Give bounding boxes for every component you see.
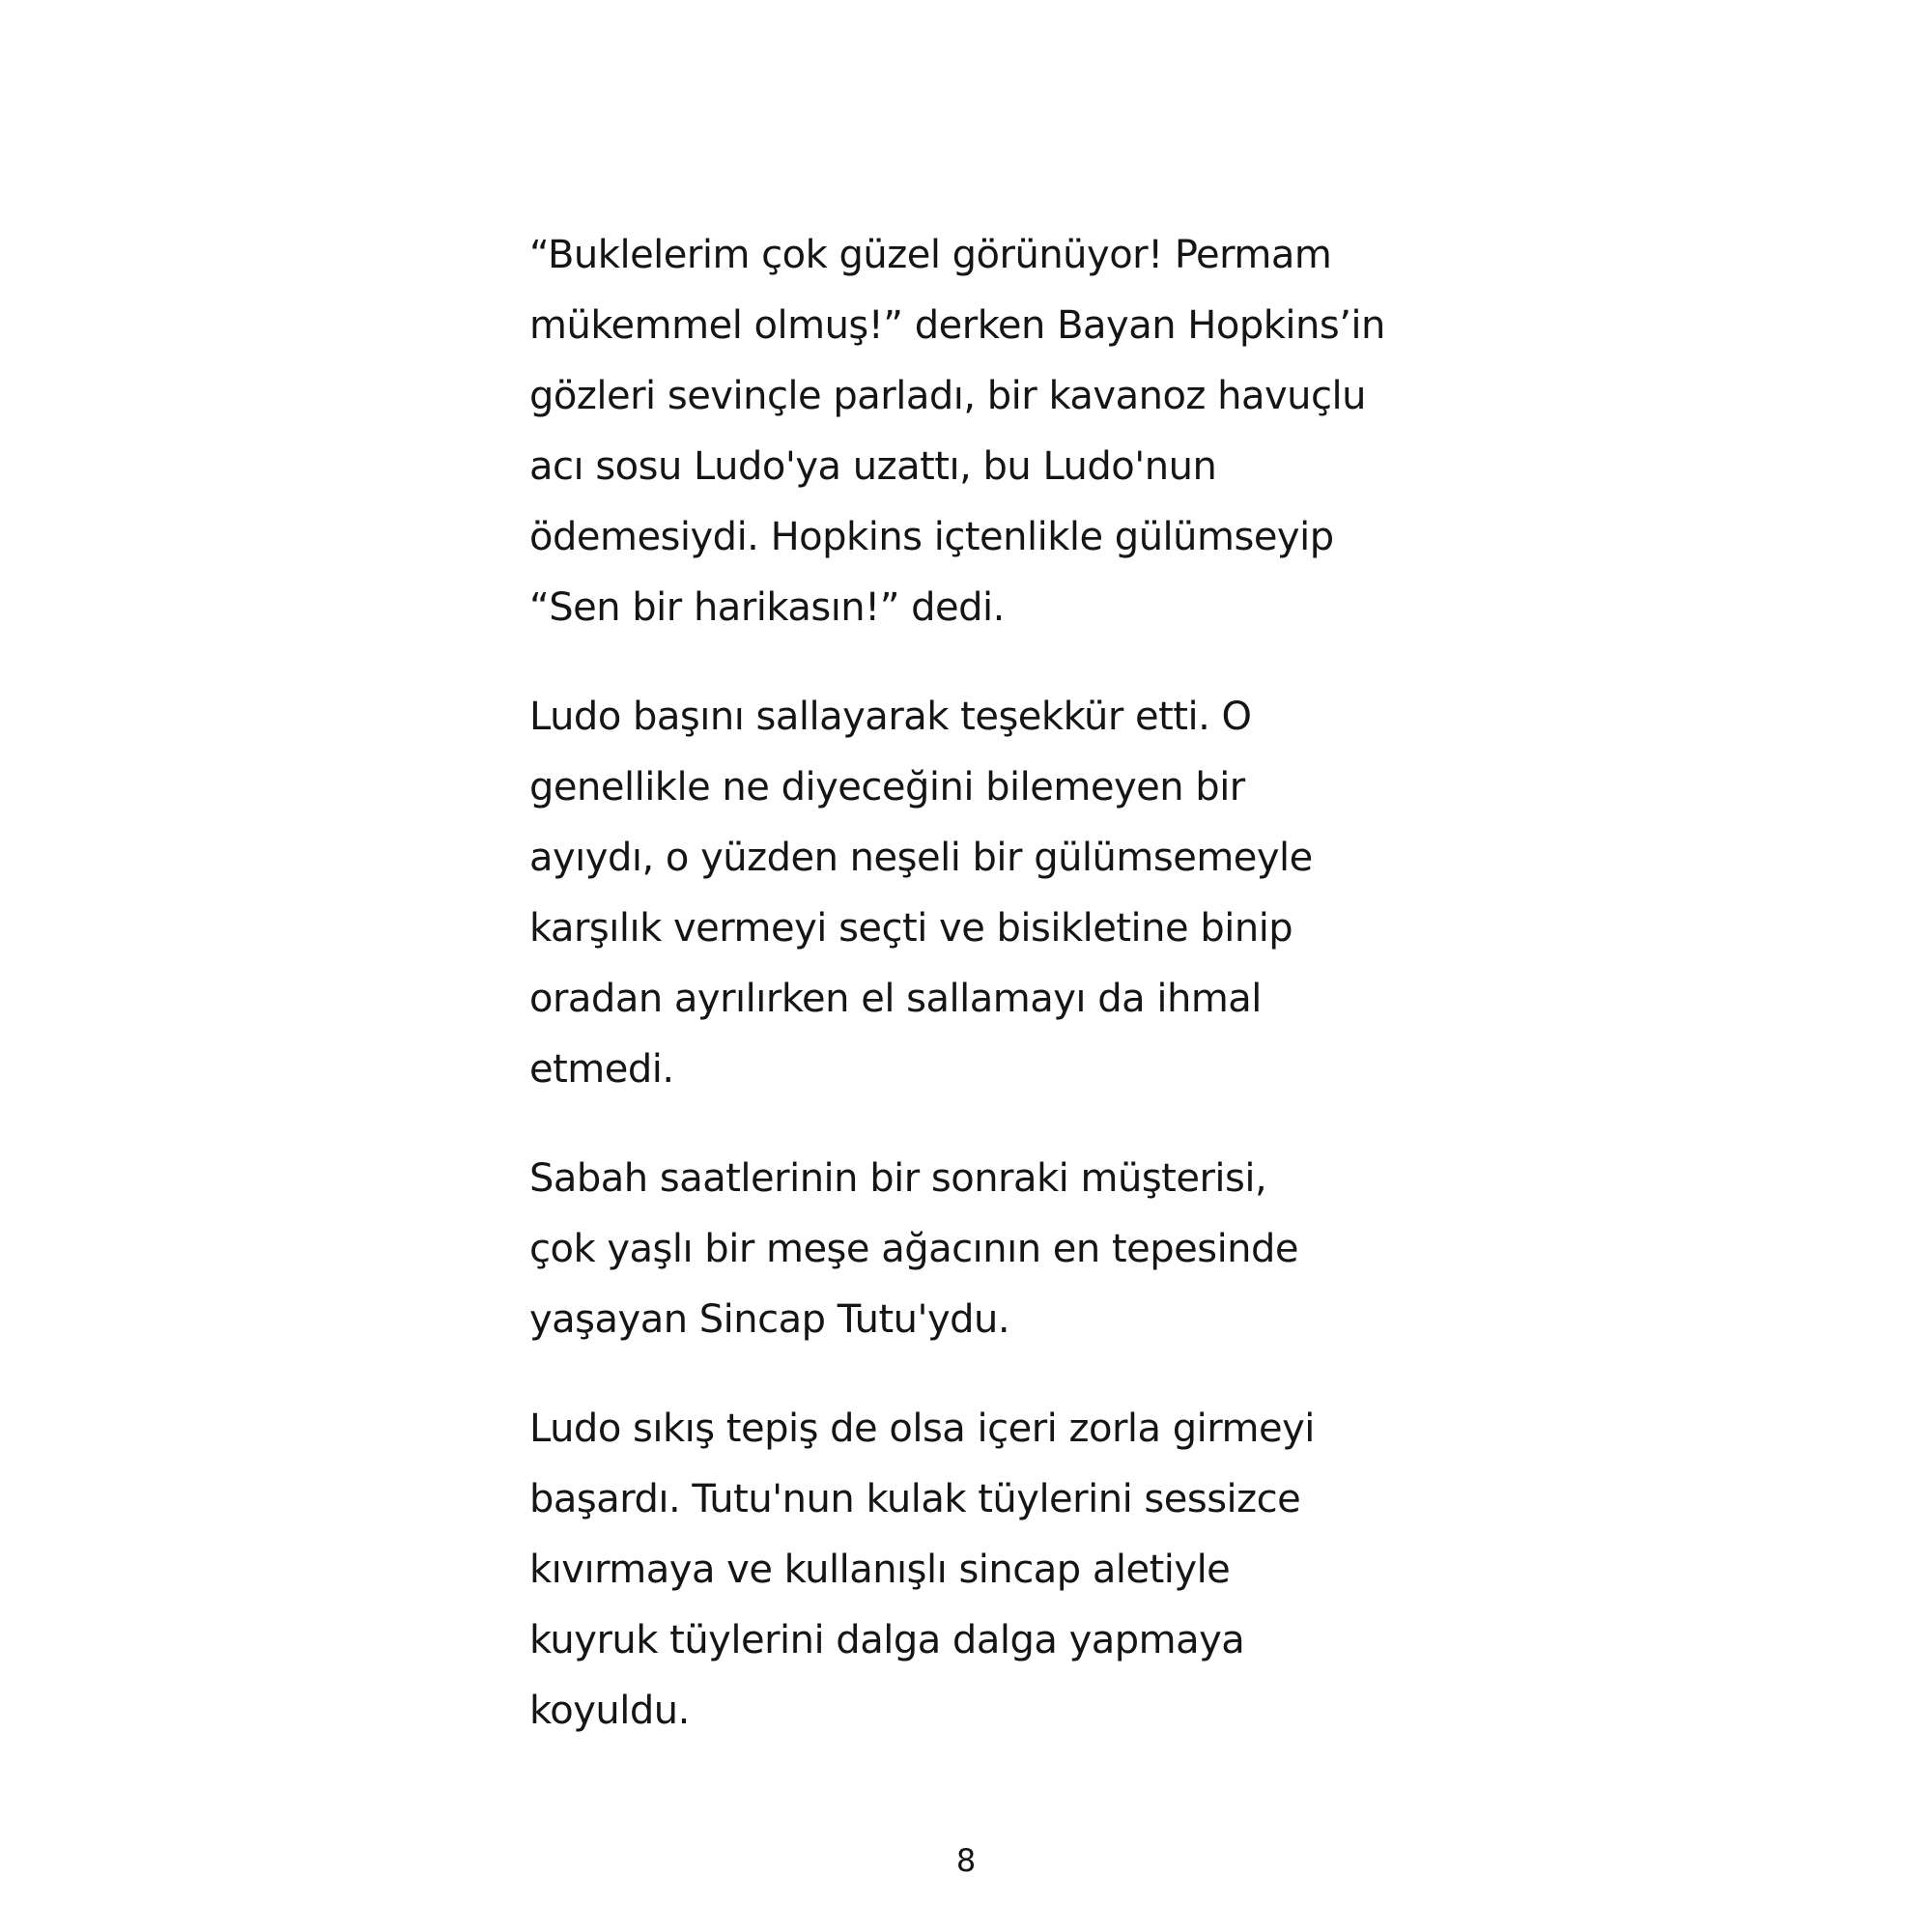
- paragraph-4: [529, 1394, 1399, 1747]
- paragraph-3: [529, 1144, 1399, 1355]
- text-line: “Buklelerim çok güzel görünüyor! Permam: [529, 233, 1332, 277]
- text-line: Ludo başını sallayarak teşekkür etti. O: [529, 695, 1252, 739]
- text-line: koyuldu.: [529, 1689, 690, 1733]
- text-line: Ludo sıkış tepiş de olsa içeri zorla girmeyi: [529, 1406, 1315, 1451]
- text-line: karşılık vermeyi seçti ve bisikletine binip: [529, 906, 1293, 951]
- text-line: kıvırmaya ve kullanışlı sincap aletiyle: [529, 1548, 1231, 1592]
- text-line: başardı. Tutu'nun kulak tüylerini sessizce: [529, 1477, 1301, 1521]
- paragraph-2: [529, 682, 1399, 1105]
- text-line: acı sosu Ludo'ya uzattı, bu Ludo'nun: [529, 444, 1217, 489]
- text-line: oradan ayrılırken el sallamayı da ihmal: [529, 977, 1262, 1021]
- text-line: yaşayan Sincap Tutu'ydu.: [529, 1297, 1010, 1342]
- paragraph-1: [529, 220, 1399, 643]
- text-line: ödemesiydi. Hopkins içtenlikle gülümseyip: [529, 515, 1334, 559]
- text-line: “Sen bir harikasın!” dedi.: [529, 585, 1005, 630]
- text-line: genellikle ne diyeceğini bilemeyen bir: [529, 765, 1245, 810]
- text-line: Sabah saatlerinin bir sonraki müşterisi,: [529, 1156, 1267, 1201]
- text-line: etmedi.: [529, 1047, 674, 1092]
- text-line: kuyruk tüylerini dalga dalga yapmaya: [529, 1618, 1245, 1662]
- text-line: ayıydı, o yüzden neşeli bir gülümsemeyle: [529, 836, 1313, 880]
- text-line: çok yaşlı bir meşe ağacının en tepesinde: [529, 1227, 1299, 1271]
- text-line: mükemmel olmuş!” derken Bayan Hopkins’in: [529, 303, 1385, 348]
- text-column: [529, 220, 1399, 1747]
- page-number: 8: [955, 1842, 977, 1879]
- text-line: gözleri sevinçle parladı, bir kavanoz havuçlu: [529, 374, 1366, 418]
